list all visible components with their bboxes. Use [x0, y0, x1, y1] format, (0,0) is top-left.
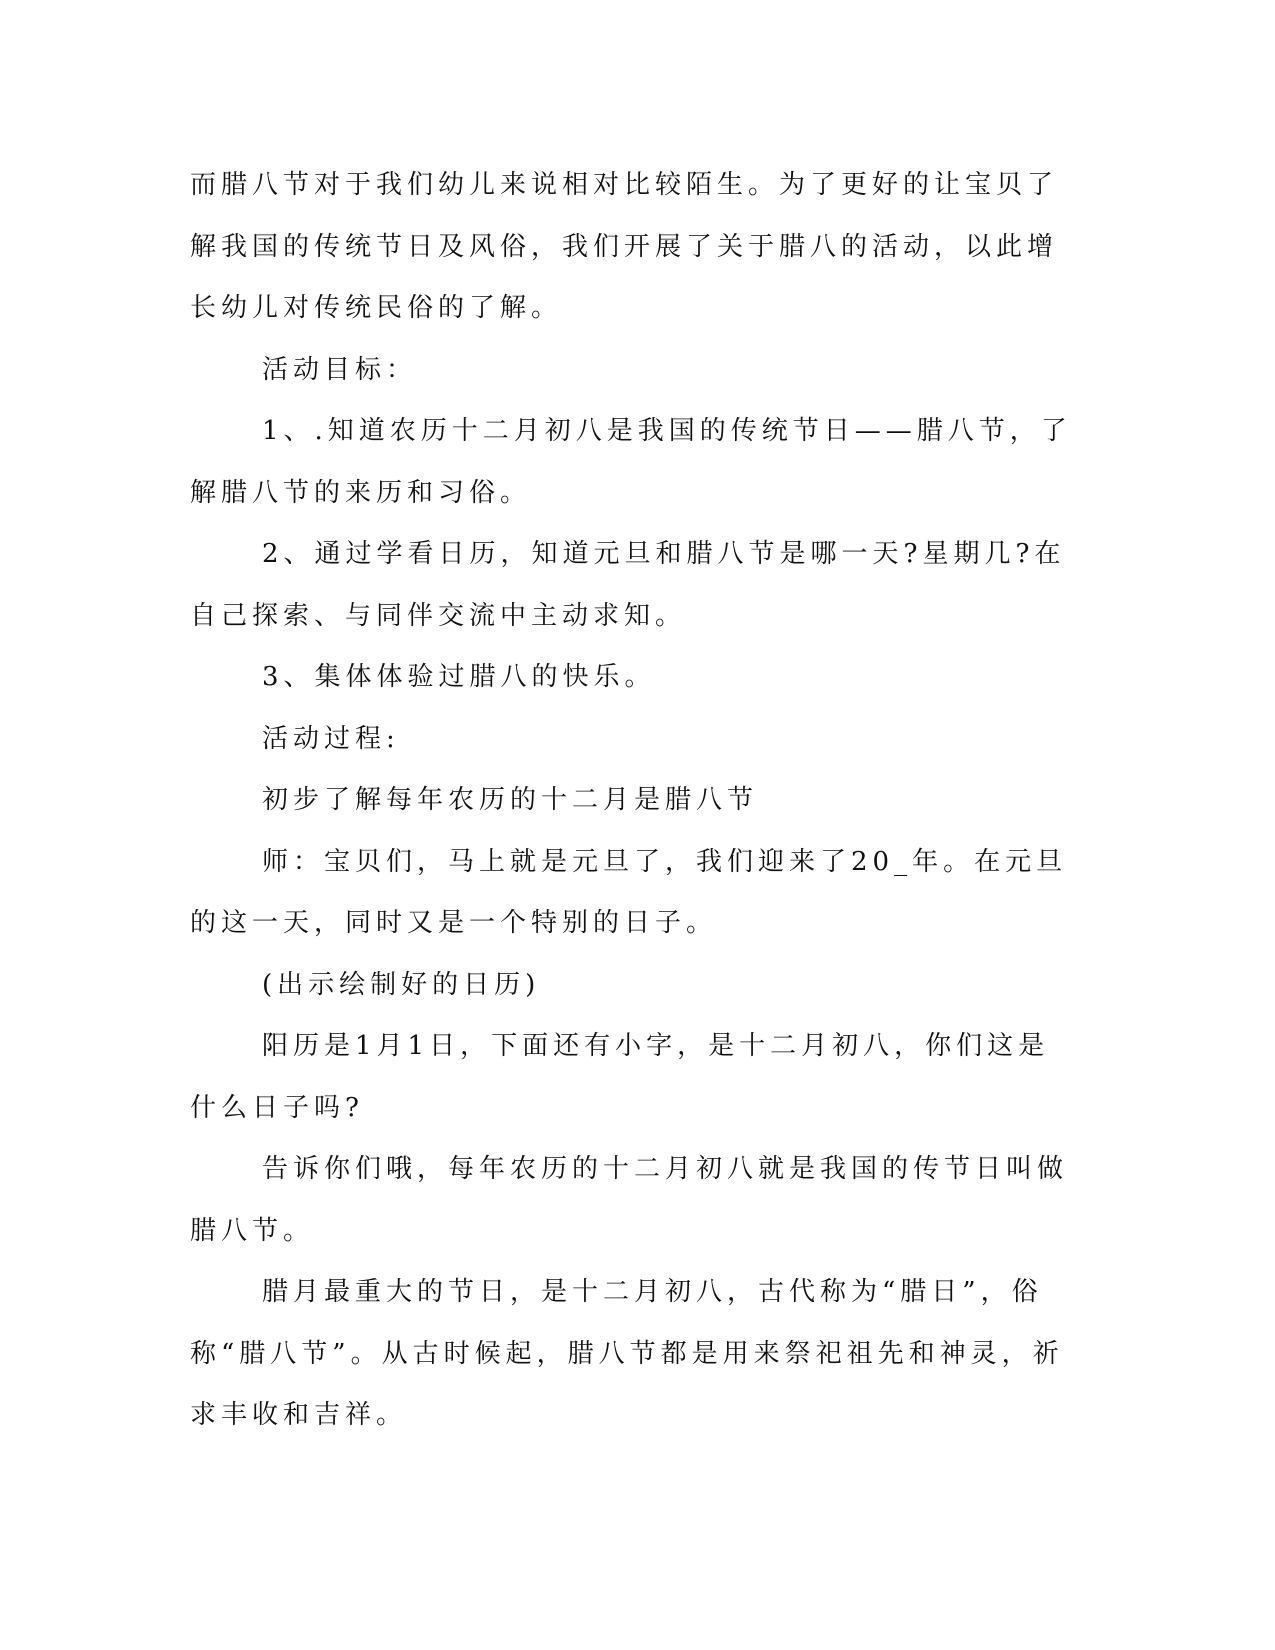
goal-item-2: 2、通过学看日历，知道元旦和腊八节是哪一天?星期几?在自己探索、与同伴交流中主动求知。	[190, 539, 1066, 631]
stage-direction: (出示绘制好的日历)	[262, 969, 541, 1000]
goal-item-1: 1、.知道农历十二月初八是我国的传统节日——腊八节，了解腊八节的来历和习俗。	[190, 416, 1072, 508]
goal-item-3: 3、集体体验过腊八的快乐。	[262, 662, 656, 692]
paragraph-intro: 而腊八节对于我们幼儿来说相对比较陌生。为了更好的让宝贝了解我国的传统节日及风俗，我们开展了关于腊八的活动，以此增长幼儿对传统民俗的了解。	[190, 170, 1059, 323]
paragraph-laba-history: 腊月最重大的节日，是十二月初八，古代称为“腊日”，俗称“腊八节”。从古时候起，腊八节都是用来祭祀祖先和神灵，祈求丰收和吉祥。	[190, 1277, 1064, 1430]
document-body	[190, 155, 1080, 1447]
heading-activity-process: 活动过程:	[262, 723, 400, 754]
teacher-speech-1: 师：宝贝们，马上就是元旦了，我们迎来了20_年。在元旦的这一天，同时又是一个特别的日子。	[190, 846, 1068, 938]
process-step-title: 初步了解每年农历的十二月是腊八节	[262, 785, 759, 815]
heading-activity-goals: 活动目标：	[262, 354, 418, 385]
teacher-speech-3: 告诉你们哦，每年农历的十二月初八就是我国的传节日叫做腊八节。	[190, 1154, 1069, 1246]
teacher-speech-2: 阳历是1月1日，下面还有小字，是十二月初八，你们这是什么日子吗?	[190, 1031, 1050, 1123]
